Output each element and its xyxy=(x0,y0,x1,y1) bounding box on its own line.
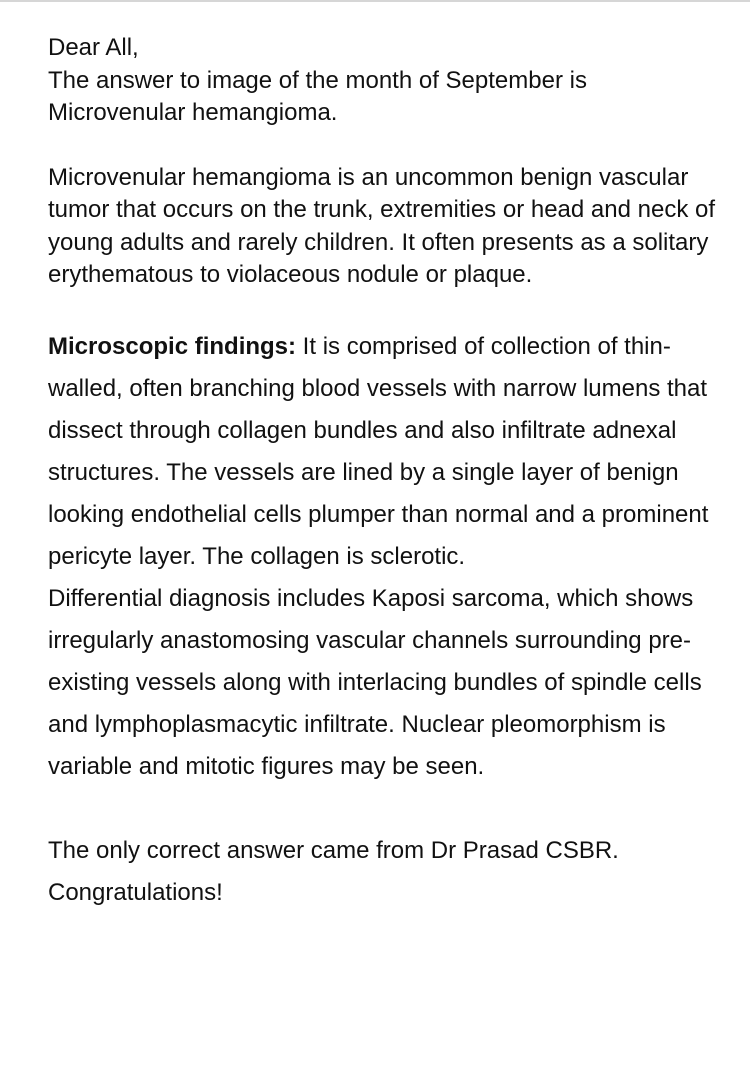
intro-line: The answer to image of the month of September is xyxy=(48,66,587,94)
description-paragraph: Microvenular hemangioma is an uncommon benign vascular tumor that occurs on the trunk, extremities or head and neck of young adults and rarely children. It often presents as a solitary erythematous to violaceous nodule or plaque. xyxy=(48,163,716,288)
message-body xyxy=(48,32,738,914)
paragraph-spacer xyxy=(48,788,738,830)
paragraph-spacer xyxy=(48,130,738,162)
closing-line: The only correct answer came from Dr Prasad CSBR. xyxy=(48,836,619,864)
intro-section xyxy=(48,32,738,130)
description-section xyxy=(48,162,738,292)
findings-label: Microscopic findings: xyxy=(48,332,297,360)
findings-paragraph xyxy=(48,326,738,578)
paragraph-spacer xyxy=(48,292,738,326)
answer-line: Microvenular hemangioma. xyxy=(48,99,338,126)
findings-section xyxy=(48,326,738,788)
closing-section xyxy=(48,830,738,914)
greeting: Dear All, xyxy=(48,34,139,61)
congratulations-line: Congratulations! xyxy=(48,878,223,906)
top-divider xyxy=(0,0,750,2)
differential-paragraph: Differential diagnosis includes Kaposi sarcoma, which shows irregularly anastomosing vascular channels surrounding pre-existing vessels along with interlacing bundles of spindle cells and lymphoplasmacytic infiltrate. Nuclear pleomorphism is variable and mitotic figures may be seen. xyxy=(48,584,702,780)
findings-text: It is comprised of collection of thin-walled, often branching blood vessels with narrow lumens that dissect through collagen bundles and also infiltrate adnexal structures. The vessels are lined by a single layer of benign looking endothelial cells plumper than normal and a prominent pericyte layer. The collagen is sclerotic. xyxy=(48,332,709,570)
